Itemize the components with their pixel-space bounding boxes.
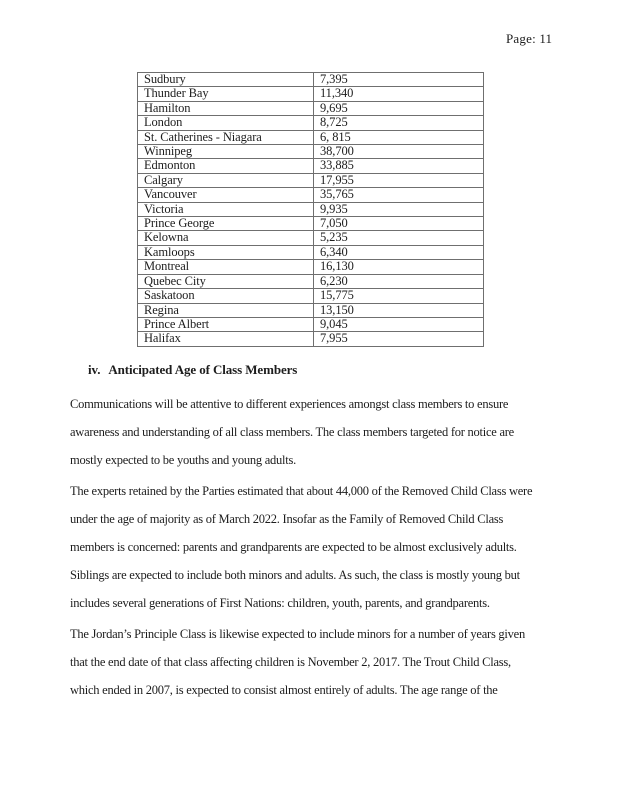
table-row xyxy=(138,289,484,303)
city-cell: Thunder Bay xyxy=(138,87,314,101)
table-row xyxy=(138,231,484,245)
table-row xyxy=(138,217,484,231)
table-row xyxy=(138,274,484,288)
table-row xyxy=(138,303,484,317)
text-line: mostly expected to be youths and young adults. xyxy=(70,453,296,467)
page-number: Page: 11 xyxy=(506,31,553,46)
table-row xyxy=(138,317,484,331)
table-row xyxy=(138,159,484,173)
text-line: awareness and understanding of all class members. The class members targeted for notice are xyxy=(70,425,514,439)
table-row xyxy=(138,173,484,187)
count-cell: 7,955 xyxy=(314,332,484,346)
text-line: under the age of majority as of March 2022. Insofar as the Family of Removed Child Class xyxy=(70,512,504,526)
section-title: Anticipated Age of Class Members xyxy=(108,362,298,377)
count-cell: 6, 815 xyxy=(314,130,484,144)
table-row xyxy=(138,188,484,202)
table-row xyxy=(138,116,484,130)
city-cell: London xyxy=(138,116,314,130)
count-cell: 16,130 xyxy=(314,260,484,274)
paragraph xyxy=(70,477,575,617)
city-cell: St. Catherines - Niagara xyxy=(138,130,314,144)
city-cell: Winnipeg xyxy=(138,145,314,159)
city-cell: Vancouver xyxy=(138,188,314,202)
count-cell: 13,150 xyxy=(314,303,484,317)
city-cell: Victoria xyxy=(138,202,314,216)
text-line: Siblings are expected to include both minors and adults. As such, the class is mostly young but xyxy=(70,568,520,582)
table-row xyxy=(138,130,484,144)
count-cell: 35,765 xyxy=(314,188,484,202)
city-cell: Regina xyxy=(138,303,314,317)
city-cell: Kelowna xyxy=(138,231,314,245)
text-line: members is concerned: parents and grandparents are expected to be almost exclusively adults. xyxy=(70,540,517,554)
table-row xyxy=(138,245,484,259)
table-row xyxy=(138,73,484,87)
count-cell: 7,050 xyxy=(314,217,484,231)
count-cell: 9,695 xyxy=(314,101,484,115)
city-cell: Prince George xyxy=(138,217,314,231)
count-cell: 9,935 xyxy=(314,202,484,216)
section-number: iv. xyxy=(88,362,101,377)
count-cell: 6,230 xyxy=(314,274,484,288)
count-cell: 38,700 xyxy=(314,145,484,159)
count-cell: 5,235 xyxy=(314,231,484,245)
text-line: The experts retained by the Parties estimated that about 44,000 of the Removed Child Class were xyxy=(70,484,533,498)
text-line: The Jordan’s Principle Class is likewise expected to include minors for a number of years given xyxy=(70,627,525,641)
count-cell: 8,725 xyxy=(314,116,484,130)
count-cell: 33,885 xyxy=(314,159,484,173)
paragraph xyxy=(70,390,575,474)
table-row xyxy=(138,101,484,115)
text-line: which ended in 2007, is expected to consist almost entirely of adults. The age range of the xyxy=(70,683,498,697)
city-cell: Saskatoon xyxy=(138,289,314,303)
text-line: Communications will be attentive to different experiences amongst class members to ensure xyxy=(70,397,509,411)
city-cell: Sudbury xyxy=(138,73,314,87)
table-row xyxy=(138,260,484,274)
city-population-table xyxy=(137,72,484,347)
count-cell: 11,340 xyxy=(314,87,484,101)
section-heading xyxy=(88,362,297,378)
city-cell: Hamilton xyxy=(138,101,314,115)
city-cell: Calgary xyxy=(138,173,314,187)
city-cell: Quebec City xyxy=(138,274,314,288)
text-line: that the end date of that class affecting children is November 2, 2017. The Trout Child Class, xyxy=(70,655,511,669)
count-cell: 15,775 xyxy=(314,289,484,303)
city-cell: Montreal xyxy=(138,260,314,274)
paragraph xyxy=(70,620,575,704)
city-cell: Edmonton xyxy=(138,159,314,173)
count-cell: 7,395 xyxy=(314,73,484,87)
text-line: includes several generations of First Nations: children, youth, parents, and grandparents. xyxy=(70,596,490,610)
count-cell: 17,955 xyxy=(314,173,484,187)
table-row xyxy=(138,202,484,216)
table-row xyxy=(138,87,484,101)
city-cell: Kamloops xyxy=(138,245,314,259)
count-cell: 6,340 xyxy=(314,245,484,259)
count-cell: 9,045 xyxy=(314,317,484,331)
table-row xyxy=(138,332,484,346)
city-cell: Prince Albert xyxy=(138,317,314,331)
population-table-body xyxy=(138,73,484,347)
table-row xyxy=(138,145,484,159)
city-cell: Halifax xyxy=(138,332,314,346)
body-text xyxy=(70,390,575,704)
